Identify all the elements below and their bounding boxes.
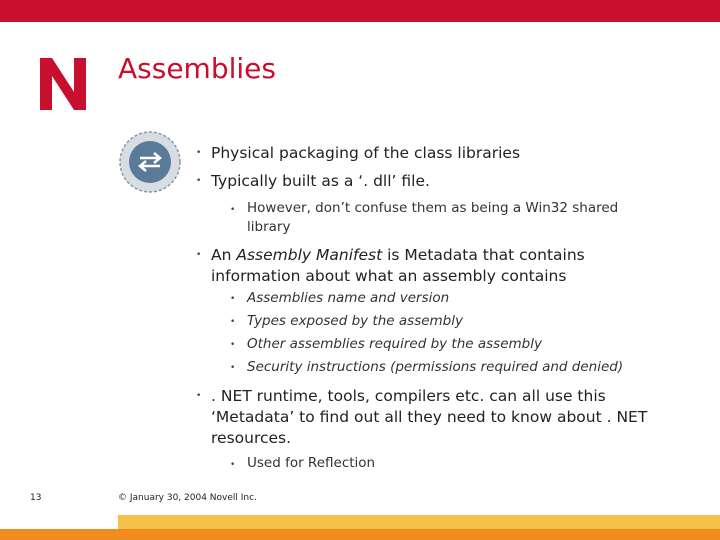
slide-title: Assemblies <box>118 52 276 85</box>
bullet-dot: • <box>196 391 202 401</box>
sub-bullet-dot: • <box>230 205 236 215</box>
novell-logo <box>40 58 86 110</box>
bullet-rest: is Metadata that contains <box>387 246 585 264</box>
sub-bullet-text: Other assemblies required by the assembly <box>247 336 542 352</box>
bullet-italic: Assembly Manifest <box>236 246 383 264</box>
sub-bullet-text: library <box>247 219 291 235</box>
sub-bullet-text: Security instructions (permissions required and denied) <box>247 359 624 375</box>
bullet-dot: • <box>196 176 202 186</box>
sub-bullet-dot: • <box>230 317 236 327</box>
sub-bullet-text: However, don’t confuse them as being a Win32 shared <box>247 200 619 216</box>
bullet-dot: • <box>196 148 202 158</box>
sub-bullet-dot: • <box>230 363 236 373</box>
bullet-prefix: An <box>211 246 232 264</box>
bullet-text: resources. <box>211 429 292 447</box>
bullet-text: . NET runtime, tools, compilers etc. can all use this <box>211 387 606 405</box>
bullet-text: information about what an assembly contains <box>211 267 567 285</box>
sub-bullet-text: Assemblies name and version <box>247 290 450 306</box>
top-banner <box>0 0 720 22</box>
sub-bullet-dot: • <box>230 294 236 304</box>
sub-bullet-dot: • <box>230 340 236 350</box>
exchange-arrows-icon <box>118 130 182 194</box>
copyright-notice: © January 30, 2004 Novell Inc. <box>118 493 257 503</box>
bullet-text <box>211 244 585 266</box>
sub-bullet-text: Used for Reflection <box>247 455 376 471</box>
page-number: 13 <box>30 493 42 503</box>
bullet-text: Physical packaging of the class libraries <box>211 144 521 162</box>
bullet-dot: • <box>196 250 202 260</box>
sub-bullet-dot: • <box>230 460 236 470</box>
bullet-text: ‘Metadata’ to find out all they need to know about . NET <box>211 408 648 426</box>
sub-bullet-text: Types exposed by the assembly <box>247 313 463 329</box>
bullet-text: Typically built as a ‘. dll’ file. <box>211 172 430 190</box>
footer-bar-yellow <box>118 515 720 529</box>
footer-bar-orange <box>0 529 720 540</box>
